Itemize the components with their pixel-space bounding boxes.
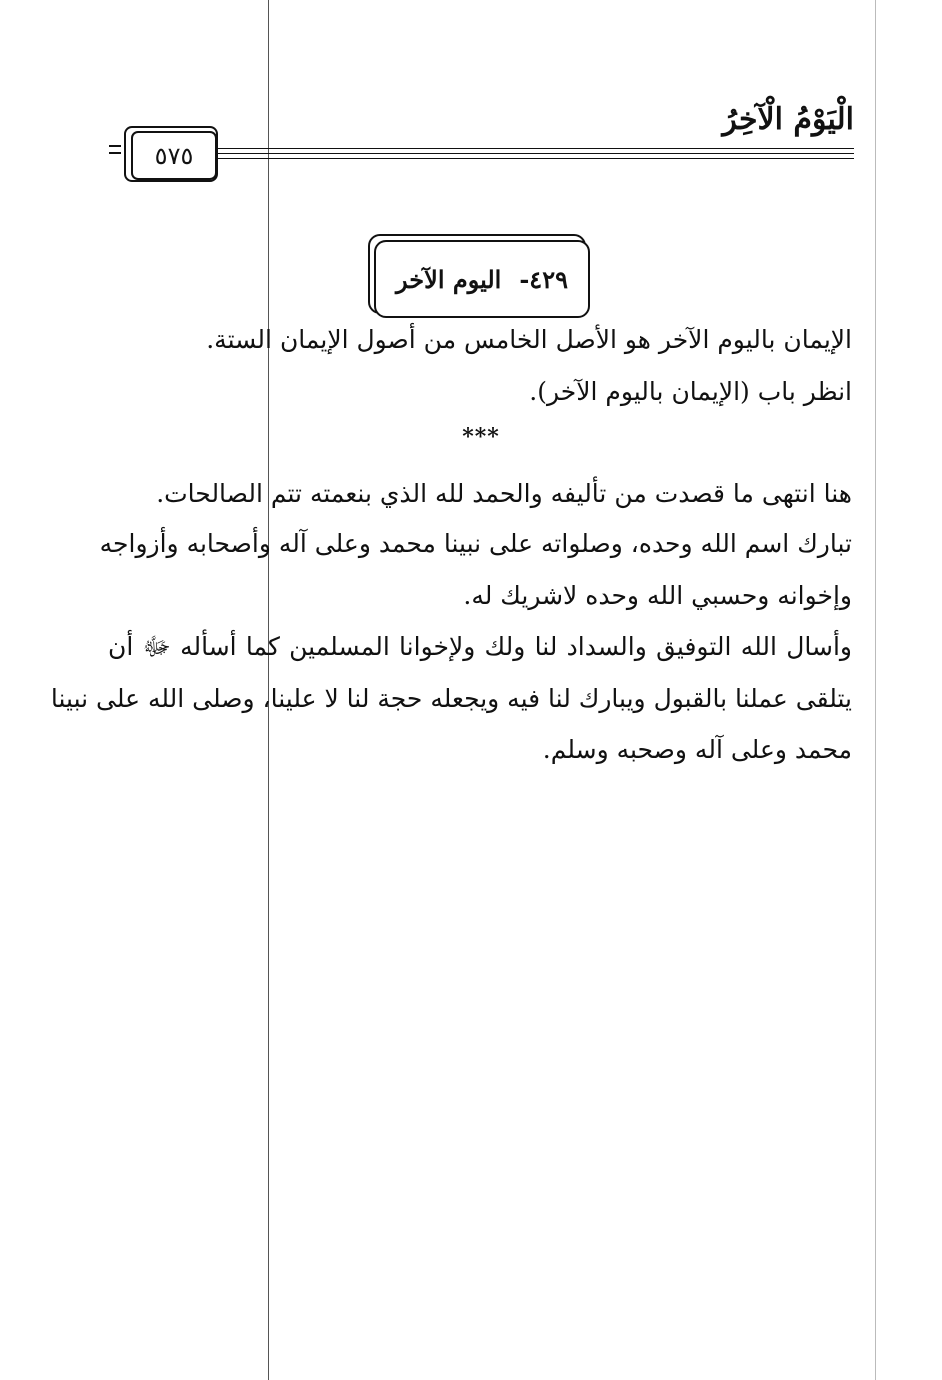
closing-line: وإخوانه وحسبي الله وحده لاشريك له.: [463, 581, 852, 610]
header-ornament: [109, 145, 121, 157]
closing-line: تبارك اسم الله وحده، وصلواته على نبينا محمد وعلى آله وأصحابه وأزواجه: [99, 529, 852, 558]
header-rule: [214, 153, 854, 154]
page-number: ٥٧٥: [131, 131, 217, 180]
header-rule: [214, 158, 854, 159]
closing-line: وأسال الله التوفيق والسداد لنا ولك ولإخوانا المسلمين كما أسأله ﷻ أن: [108, 632, 852, 661]
scan-margin-line-right: [875, 0, 876, 1380]
chapter-number: ٤٢٩-: [519, 264, 568, 294]
chapter-title: اليوم الآخر: [396, 264, 502, 294]
paragraph-line: الإيمان باليوم الآخر هو الأصل الخامس من أصول الإيمان الستة.: [206, 325, 852, 354]
closing-line: محمد وعلى آله وصحبه وسلم.: [542, 735, 852, 764]
section-separator: ***: [462, 424, 500, 450]
closing-line: يتلقى عملنا بالقبول ويبارك لنا فيه ويجعله حجة لنا لا علينا، وصلى الله على نبينا: [50, 684, 852, 713]
header-rule: [214, 148, 854, 149]
closing-line: هنا انتهى ما قصدت من تأليفه والحمد لله الذي بنعمته تتم الصالحات.: [156, 479, 852, 508]
running-title: الْيَوْمُ الْآخِرُ: [722, 102, 854, 137]
paragraph-line: انظر باب (الإيمان باليوم الآخر).: [529, 377, 852, 406]
chapter-heading: [374, 240, 590, 318]
